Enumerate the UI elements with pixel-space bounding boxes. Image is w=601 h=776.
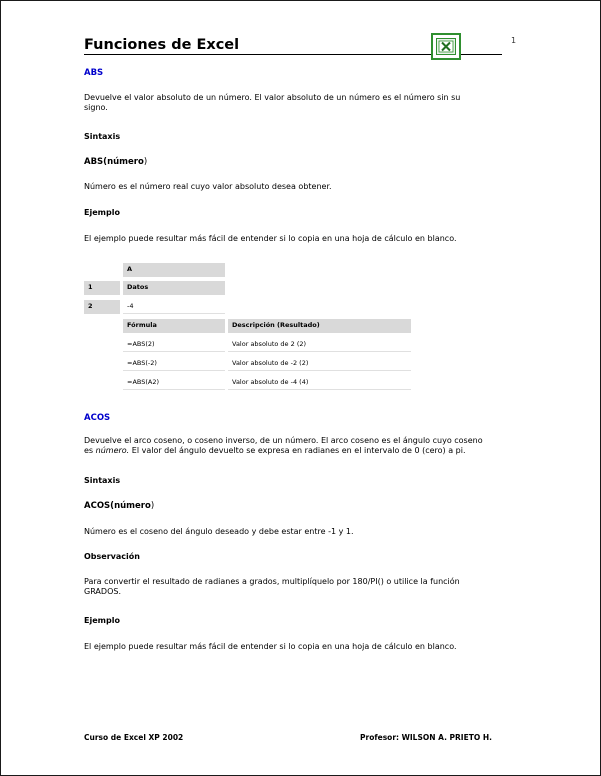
footer-course: Curso de Excel XP 2002	[84, 733, 184, 742]
formula-3: =ABS(A2)	[123, 376, 225, 390]
page-title: Funciones de Excel	[84, 37, 240, 53]
acos-heading: ACOS	[84, 413, 111, 423]
abs-example-text: El ejemplo puede resultar más fácil de entender si lo copia en una hoja de cálculo en blanco.	[84, 234, 457, 243]
acos-desc-line1: Devuelve el arco coseno, o coseno inverso, de un número. El arco coseno es el ángulo cuyo coseno	[84, 436, 483, 445]
acos-observation-label: Observación	[84, 552, 140, 561]
abs-syntax-arg: número	[107, 157, 144, 167]
formula-1: =ABS(2)	[123, 338, 225, 352]
acos-description	[84, 436, 524, 456]
acos-obs-line1: Para convertir el resultado de radianes a grados, multiplíquelo por 180/PI() o utilice la función	[84, 577, 460, 586]
abs-syntax-label: Sintaxis	[84, 132, 121, 141]
row-num-2: 2	[84, 300, 120, 314]
abs-syntax	[84, 157, 147, 167]
acos-syntax	[84, 501, 154, 511]
acos-syntax-arg: número	[114, 501, 151, 511]
row-num-1: 1	[84, 281, 120, 295]
formula-desc-2: Valor absoluto de -2 (2)	[228, 357, 411, 371]
acos-example-text: El ejemplo puede resultar más fácil de entender si lo copia en una hoja de cálculo en blanco.	[84, 642, 457, 651]
acos-desc-emphasis: número.	[95, 446, 130, 455]
acos-desc-line2	[84, 446, 524, 456]
acos-example-label: Ejemplo	[84, 616, 120, 625]
abs-desc-line2: signo.	[84, 103, 108, 112]
footer-professor: Profesor: WILSON A. PRIETO H.	[360, 733, 492, 742]
cell-a1: Datos	[123, 281, 225, 295]
abs-example-label: Ejemplo	[84, 208, 120, 217]
formula-desc-1: Valor absoluto de 2 (2)	[228, 338, 411, 352]
abs-heading: ABS	[84, 68, 104, 78]
abs-desc-line1: Devuelve el valor absoluto de un número. El valor absoluto de un número es el número sin su	[84, 93, 461, 102]
formula-desc-3: Valor absoluto de -4 (4)	[228, 376, 411, 390]
abs-syntax-func: ABS(	[84, 157, 108, 167]
acos-desc-part-a: es	[84, 446, 96, 455]
acos-syntax-label: Sintaxis	[84, 476, 121, 485]
cell-a2: -4	[123, 300, 225, 314]
acos-desc-part-b: El valor del ángulo devuelto se expresa en radianes en el intervalo de 0 (cero) a pi.	[129, 446, 466, 455]
abs-arg-desc: Número es el número real cuyo valor absoluto desea obtener.	[84, 182, 332, 191]
col-header-a: A	[123, 263, 225, 277]
excel-logo-icon	[431, 33, 461, 60]
page-number: 1	[511, 36, 517, 45]
acos-obs-line2: GRADOS.	[84, 587, 121, 596]
acos-observation	[84, 577, 524, 597]
description-header: Descripción (Resultado)	[228, 319, 411, 333]
formula-2: =ABS(-2)	[123, 357, 225, 371]
abs-description	[84, 93, 524, 113]
acos-syntax-close: )	[150, 501, 155, 511]
formula-header: Fórmula	[123, 319, 225, 333]
acos-syntax-func: ACOS(	[84, 501, 115, 511]
acos-arg-desc: Número es el coseno del ángulo deseado y debe estar entre -1 y 1.	[84, 527, 354, 536]
abs-syntax-close: )	[143, 157, 148, 167]
